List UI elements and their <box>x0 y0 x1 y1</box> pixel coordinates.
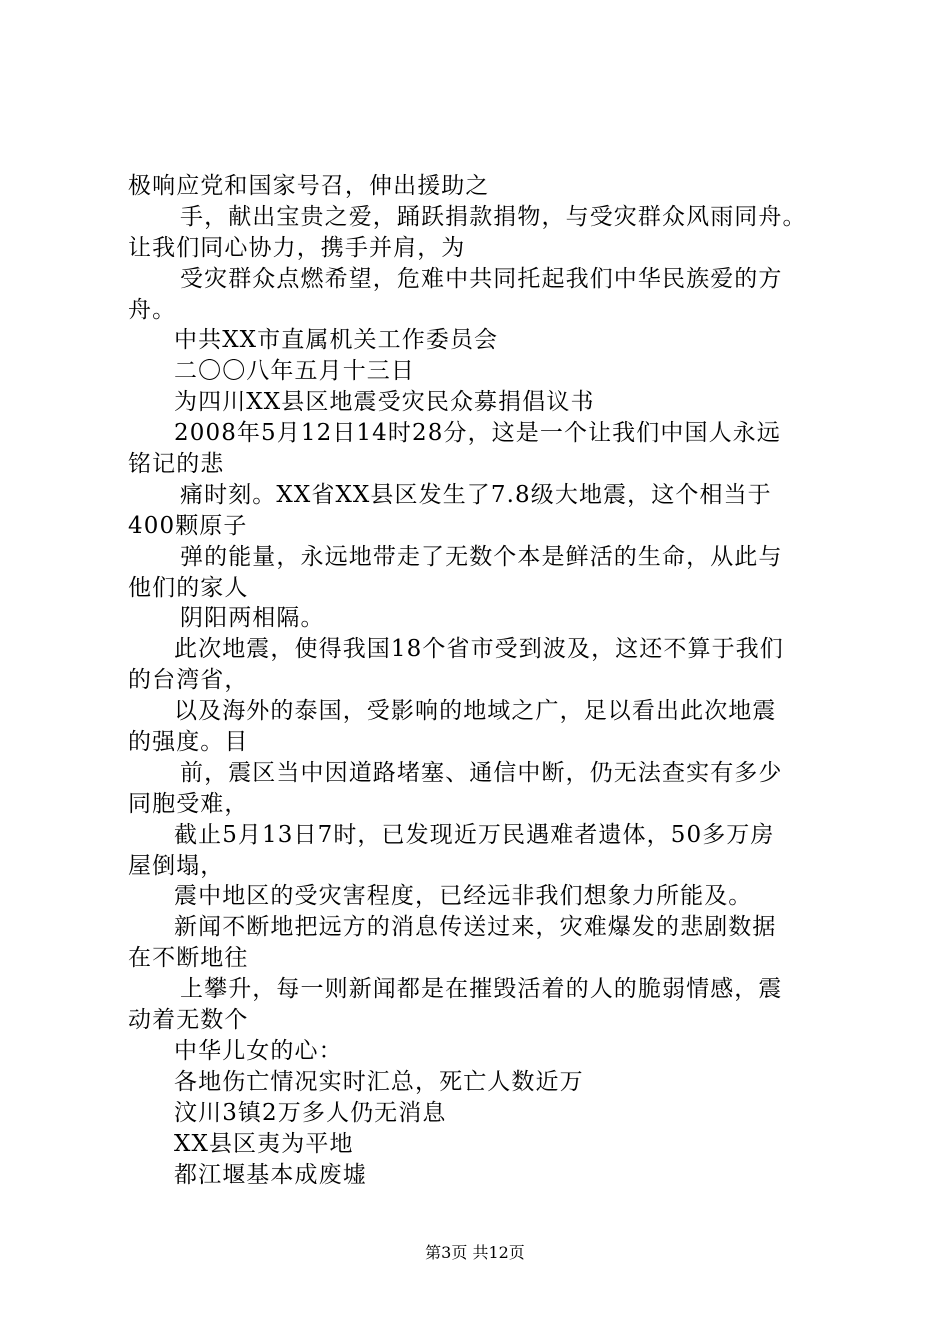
text-line: 痛时刻。XX省XX县区发生了7.8级大地震，这个相当于 <box>180 481 772 508</box>
text-line: 2008年5月12日14时28分，这是一个让我们中国人永远 <box>174 420 781 447</box>
section-title: 为四川XX县区地震受灾民众募捐倡议书 <box>174 389 595 416</box>
text-line: 舟。 <box>128 296 177 323</box>
page-footer: 第3页 共12页 <box>425 1243 525 1262</box>
text-line: 的台湾省， <box>128 667 249 694</box>
headline-line: 汶川3镇2万多人仍无消息 <box>174 1099 447 1126</box>
text-line: 此次地震，使得我国18个省市受到波及，这还不算于我们 <box>174 636 784 663</box>
text-line: 新闻不断地把远方的消息传送过来，灾难爆发的悲剧数据 <box>174 914 777 941</box>
signature-organization: 中共XX市直属机关工作委员会 <box>174 327 499 354</box>
text-line: 动着无数个 <box>128 1007 249 1034</box>
text-line: 上攀升，每一则新闻都是在摧毁活着的人的脆弱情感，震 <box>180 976 783 1003</box>
text-line: 400颗原子 <box>128 512 248 539</box>
text-line: 让我们同心协力，携手并肩，为 <box>128 234 466 261</box>
text-line: 截止5月13日7时，已发现近万民遇难者遗体，50多万房 <box>174 821 775 848</box>
text-line: 阴阳两相隔。 <box>180 605 325 632</box>
text-line: 铭记的悲 <box>128 451 225 478</box>
body-text <box>128 171 848 1190</box>
headline-line: 都江堰基本成废墟 <box>174 1161 367 1188</box>
text-line: 他们的家人 <box>128 574 249 601</box>
text-line: 极响应党和国家号召，伸出援助之 <box>128 173 490 199</box>
text-line: 弹的能量，永远地带走了无数个本是鲜活的生命，从此与 <box>180 543 783 570</box>
text-line: 前，震区当中因道路堵塞、通信中断，仍无法查实有多少 <box>180 759 783 786</box>
text-line: 中华儿女的心： <box>174 1037 343 1064</box>
text-line: 以及海外的泰国，受影响的地域之广，足以看出此次地震 <box>174 698 777 725</box>
headline-line: 各地伤亡情况实时汇总，死亡人数近万 <box>174 1068 584 1095</box>
signature-date: 二〇〇八年五月十三日 <box>174 358 415 385</box>
text-line: 震中地区的受灾害程度，已经远非我们想象力所能及。 <box>174 883 753 910</box>
text-line: 手，献出宝贵之爱，踊跃捐款捐物，与受灾群众风雨同舟。 <box>180 203 807 230</box>
text-line: 的强度。目 <box>128 729 249 756</box>
text-line: 屋倒塌， <box>128 852 225 879</box>
headline-line: XX县区夷为平地 <box>174 1130 354 1157</box>
text-line: 在不断地往 <box>128 945 249 972</box>
text-line: 同胞受难， <box>128 790 249 817</box>
text-line: 受灾群众点燃希望，危难中共同托起我们中华民族爱的方 <box>180 265 783 292</box>
